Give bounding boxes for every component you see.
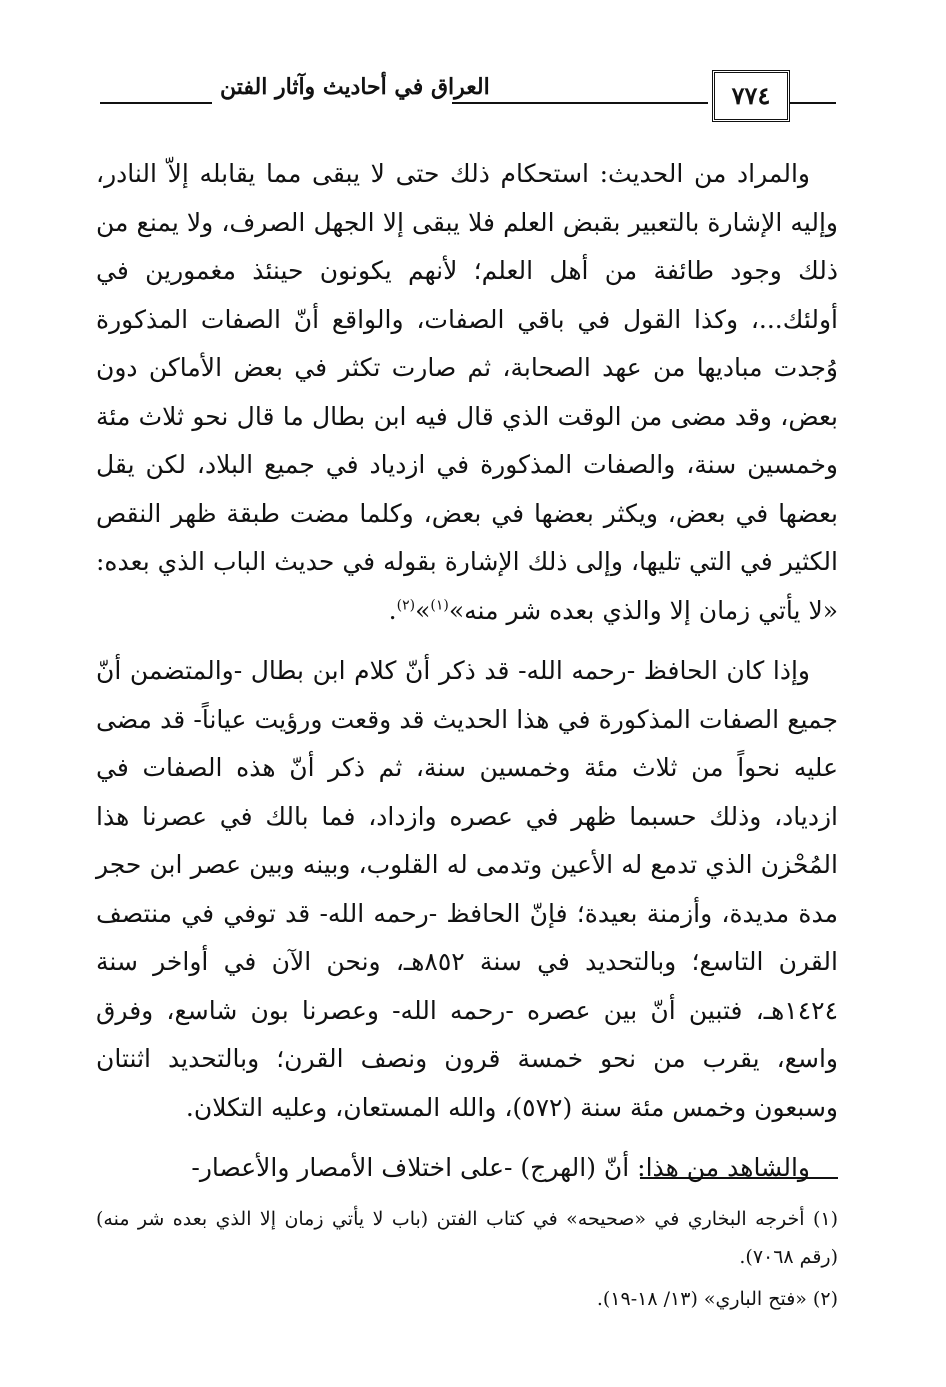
main-text bbox=[96, 150, 838, 1205]
paragraph-2: وإذا كان الحافظ -رحمه الله- قد ذكر أنّ كلام ابن بطال -والمتضمن أنّ جميع الصفات المذكورة في هذا الحديث قد وقعت ورؤيت عياناً- قد مضى عليه نحواً من ثلاث مئة وخمسين سنة، ثم ذكر أنّ هذه الصفات في ازدياد، وذلك حسبما ظهر في عصره وازداد، فما بالك في عصرنا هذا المُحْزن الذي تدمع له الأعين وتدمى له القلوب، وبينه وبين عصر ابن حجر مدة مديدة، وأزمنة بعيدة؛ فإنّ الحافظ -رحمه الله- قد توفي في منتصف القرن التاسع؛ وبالتحديد في سنة ٨٥٢هـ، ونحن الآن في أواخر سنة ١٤٢٤هـ، فتبين أنّ بين عصره -رحمه الله- وعصرنا بون شاسع، وفرق واسع، يقرب من نحو خمسة قرون ونصف القرن؛ وبالتحديد اثنتان وسبعون وخمس مئة سنة (٥٧٢)، والله المستعان، وعليه التكلان. bbox=[96, 656, 838, 1122]
paragraph-1 bbox=[96, 150, 838, 635]
header-rule-right bbox=[790, 102, 836, 104]
footnote-ref-1: (١) bbox=[430, 597, 449, 614]
header-rule-middle bbox=[452, 102, 708, 104]
footnote-separator bbox=[640, 1177, 838, 1179]
running-title: العراق في أحاديث وآثار الفتن bbox=[220, 74, 490, 100]
footnote-2: (٢) «فتح الباري» (١٣/ ١٨-١٩). bbox=[596, 1288, 838, 1310]
header-rule-left bbox=[100, 102, 212, 104]
page-header bbox=[100, 60, 836, 130]
footnotes bbox=[96, 1200, 838, 1322]
paragraph-1-text: والمراد من الحديث: استحكام ذلك حتى لا يبقى مما يقابله إلاّ النادر، وإليه الإشارة بالتعبير بقبض العلم فلا يبقى إلا الجهل الصرف، ولا يمنع من ذلك وجود طائفة من أهل العلم؛ لأنهم يكونون حينئذ مغمورين في أولئك...، وكذا القول في باقي الصفات، والواقع أنّ الصفات المذكورة وُجدت مباديها من عهد الصحابة، ثم صارت تكثر في بعض الأماكن دون بعض، وقد مضى من الوقت الذي قال فيه ابن بطال ما قال نحو ثلاث مئة وخمسين سنة، والصفات المذكورة في ازدياد في جميع البلاد، لكن يقل بعضها في بعض، ويكثر بعضها في بعض، وكلما مضت طبقة ظهر النقص الكثير في التي تليها، وإلى ذلك الإشارة بقوله في حديث الباب الذي بعده: «لا يأتي زمان إلا والذي بعده شر منه» bbox=[96, 159, 838, 625]
paragraph-3: والشاهد من هذا: أنّ (الهرج) -على اختلاف الأمصار والأعصار- bbox=[191, 1153, 810, 1182]
footnote-1: (١) أخرجه البخاري في «صحيحه» في كتاب الفتن (باب لا يأتي زمان إلا الذي بعده شر منه) (رقم ٧٠٦٨). bbox=[96, 1208, 838, 1268]
quote-close: » bbox=[415, 595, 431, 625]
paragraph-1-end: . bbox=[388, 595, 397, 625]
footnote-ref-2: (٢) bbox=[396, 597, 416, 614]
page-number: ٧٧٤ bbox=[712, 70, 790, 122]
